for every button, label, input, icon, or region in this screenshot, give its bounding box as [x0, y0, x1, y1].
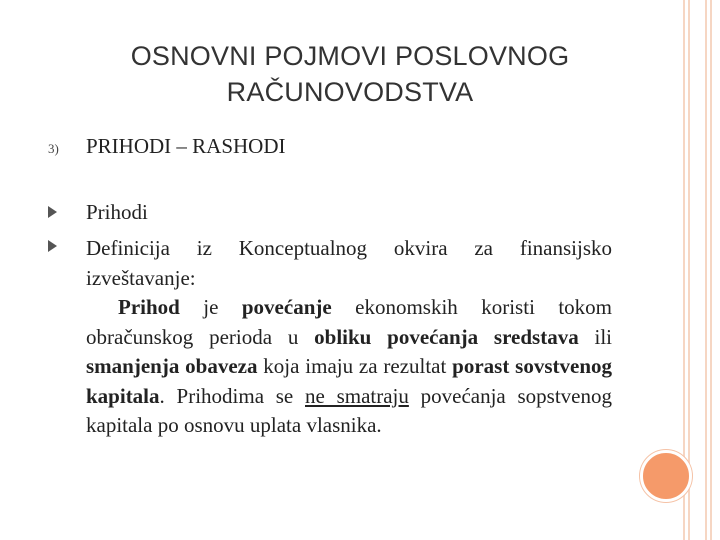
slide-title: OSNOVNI POJMOVI POSLOVNOG RAČUNOVODSTVA	[130, 41, 570, 107]
definition-paragraph	[86, 234, 612, 441]
term-povecanje: povećanje	[241, 295, 332, 319]
section-heading: PRIHODI – RASHODI	[86, 134, 286, 158]
term-prihod: Prihod	[118, 295, 180, 319]
term-kapital: porast sovstvenog kapitala	[86, 354, 612, 408]
bullet-prihodi: Prihodi	[86, 200, 148, 224]
decorative-band-line	[705, 0, 707, 540]
term-ne-smatraju: ne smatraju	[305, 383, 409, 408]
text-run: ili	[578, 324, 612, 349]
text-run: . Prihodima se	[159, 383, 305, 408]
text-run: je	[179, 295, 242, 319]
text-run: koja imaju za rezultat	[257, 354, 453, 378]
text-run: povećanja sopstvenog kapitala po osnovu uplata vlasnika.	[86, 383, 612, 437]
decorative-circle	[640, 450, 692, 502]
arrow-bullet-icon	[48, 240, 57, 256]
term-smanjenje: smanjenja obaveza	[86, 354, 258, 378]
arrow-bullet-icon	[48, 206, 57, 222]
decorative-band-line	[710, 0, 712, 540]
decorative-band-line	[688, 0, 690, 540]
text-run: ekonomskih koristi tokom obračunskog perioda u	[86, 295, 613, 349]
term-oblik: obliku povećanja sredstava	[314, 324, 579, 349]
section-number: 3)	[48, 141, 59, 156]
bullet-definition-intro: Definicija iz Konceptualnog okvira za finansijsko izveštavanje:	[86, 236, 612, 290]
